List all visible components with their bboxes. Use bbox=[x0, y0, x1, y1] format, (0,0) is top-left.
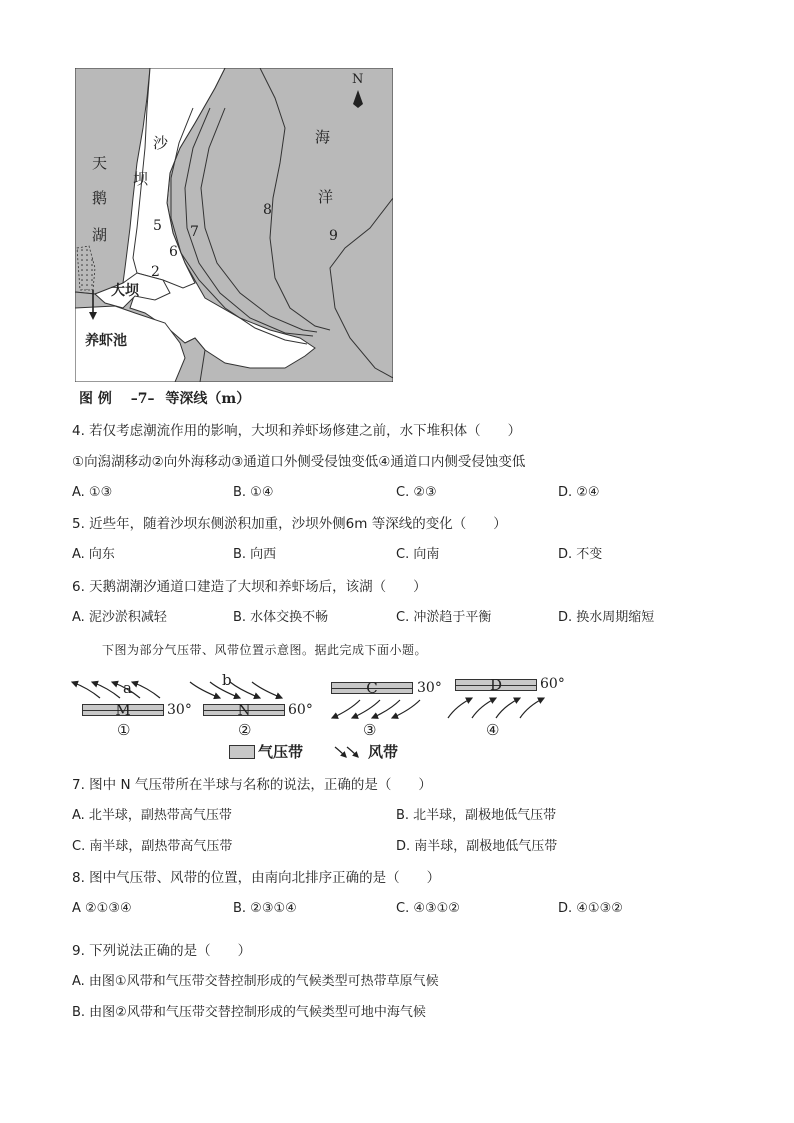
pressure-belt-m: M bbox=[82, 704, 164, 716]
belt-n-degree: 60° bbox=[288, 702, 313, 718]
q4-option-c[interactable]: C. ②③ bbox=[396, 485, 437, 500]
lagoon-map bbox=[75, 68, 393, 382]
contour-label: 2 bbox=[151, 264, 160, 280]
q6-option-d[interactable]: D. 换水周期缩短 bbox=[558, 610, 655, 625]
figure-intro-text: 下图为部分气压带、风带位置示意图。据此完成下面小题。 bbox=[102, 643, 428, 657]
wind-label-b: b bbox=[222, 671, 232, 689]
figure-number-1: ① bbox=[117, 721, 131, 739]
legend-wind-label: 风带 bbox=[368, 743, 399, 761]
q6-option-c[interactable]: C. 冲淤趋于平衡 bbox=[396, 610, 492, 625]
q8-option-a[interactable]: A ②①③④ bbox=[72, 901, 132, 916]
question-4-stem: 4. 若仅考虑潮流作用的影响，大坝和养虾场修建之前，水下堆积体（ ） bbox=[72, 423, 522, 439]
q4-option-d[interactable]: D. ②④ bbox=[558, 485, 600, 500]
belt-m-degree: 30° bbox=[167, 702, 192, 718]
contour-label: 5 bbox=[153, 218, 162, 234]
q6-option-a[interactable]: A. 泥沙淤积减轻 bbox=[72, 610, 167, 625]
question-5-stem: 5. 近些年，随着沙坝东侧淤积加重，沙坝外侧6m 等深线的变化（ ） bbox=[72, 516, 507, 532]
q8-option-b[interactable]: B. ②③①④ bbox=[233, 901, 297, 916]
legend-pressure-label: 气压带 bbox=[258, 743, 304, 761]
belt-d-degree: 60° bbox=[540, 676, 565, 692]
q5-option-c[interactable]: C. 向南 bbox=[396, 547, 440, 562]
q8-option-c[interactable]: C. ④③①② bbox=[396, 901, 460, 916]
q5-option-d[interactable]: D. 不变 bbox=[558, 547, 603, 562]
q6-option-b[interactable]: B. 水体交换不畅 bbox=[233, 610, 329, 625]
contour-label: 6 bbox=[169, 244, 178, 260]
map-label-dam: 大坝 bbox=[111, 283, 139, 299]
pressure-belt-d: D bbox=[455, 679, 537, 691]
map-label-sha: 沙 bbox=[153, 134, 169, 152]
map-label-hai: 海 bbox=[315, 128, 331, 146]
q5-option-a[interactable]: A. 向东 bbox=[72, 547, 115, 562]
pressure-belt-n: N bbox=[203, 704, 285, 716]
question-7-stem: 7. 图中 N 气压带所在半球与名称的说法，正确的是（ ） bbox=[72, 777, 432, 793]
question-9-stem: 9. 下列说法正确的是（ ） bbox=[72, 943, 252, 959]
belt-c-degree: 30° bbox=[417, 680, 442, 696]
legend-wind-icon bbox=[332, 743, 366, 761]
contour-label: 8 bbox=[263, 202, 272, 218]
map-legend bbox=[79, 388, 250, 408]
q4-option-b[interactable]: B. ①④ bbox=[233, 485, 274, 500]
figure-number-2: ② bbox=[238, 721, 252, 739]
q9-option-b[interactable]: B. 由图②风带和气压带交替控制形成的气候类型可地中海气候 bbox=[72, 1005, 426, 1020]
map-label-hu: 湖 bbox=[92, 226, 108, 244]
q8-option-d[interactable]: D. ④①③② bbox=[558, 901, 623, 916]
q9-option-a[interactable]: A. 由图①风带和气压带交替控制形成的气候类型可热带草原气候 bbox=[72, 974, 439, 989]
question-8-stem: 8. 图中气压带、风带的位置，由南向北排序正确的是（ ） bbox=[72, 870, 441, 886]
north-label: N bbox=[352, 72, 364, 87]
pressure-belt-c: C bbox=[331, 682, 413, 694]
question-6-stem: 6. 天鹅湖潮汐通道口建造了大坝和养虾场后，该湖（ ） bbox=[72, 579, 427, 595]
map-label-e: 鹅 bbox=[92, 189, 108, 207]
legend-pressure-swatch bbox=[229, 745, 255, 759]
question-4-statements: ①向潟湖移动②向外海移动③通道口外侧受侵蚀变低④通道口内侧受侵蚀变低 bbox=[72, 454, 526, 470]
q5-option-b[interactable]: B. 向西 bbox=[233, 547, 277, 562]
wind-label-a: a bbox=[123, 679, 132, 697]
figure-number-4: ④ bbox=[486, 721, 500, 739]
map-label-pond: 养虾池 bbox=[85, 333, 127, 349]
q7-option-d[interactable]: D. 南半球，副极地低气压带 bbox=[396, 839, 558, 854]
map-label-tian: 天 bbox=[92, 154, 108, 172]
legend-contour-text: 等深线（m） bbox=[165, 391, 251, 407]
map-label-yang: 洋 bbox=[318, 188, 334, 206]
q7-option-b[interactable]: B. 北半球，副极地低气压带 bbox=[396, 808, 557, 823]
legend-contour-sample: –7– bbox=[130, 391, 155, 407]
q7-option-c[interactable]: C. 南半球，副热带高气压带 bbox=[72, 839, 233, 854]
q7-option-a[interactable]: A. 北半球，副热带高气压带 bbox=[72, 808, 232, 823]
contour-label: 7 bbox=[190, 224, 199, 240]
figure-number-3: ③ bbox=[363, 721, 377, 739]
q4-option-a[interactable]: A. ①③ bbox=[72, 485, 113, 500]
legend-label: 图 例 bbox=[79, 391, 112, 407]
contour-label: 9 bbox=[329, 228, 338, 244]
map-label-ba: 坝 bbox=[133, 170, 149, 188]
